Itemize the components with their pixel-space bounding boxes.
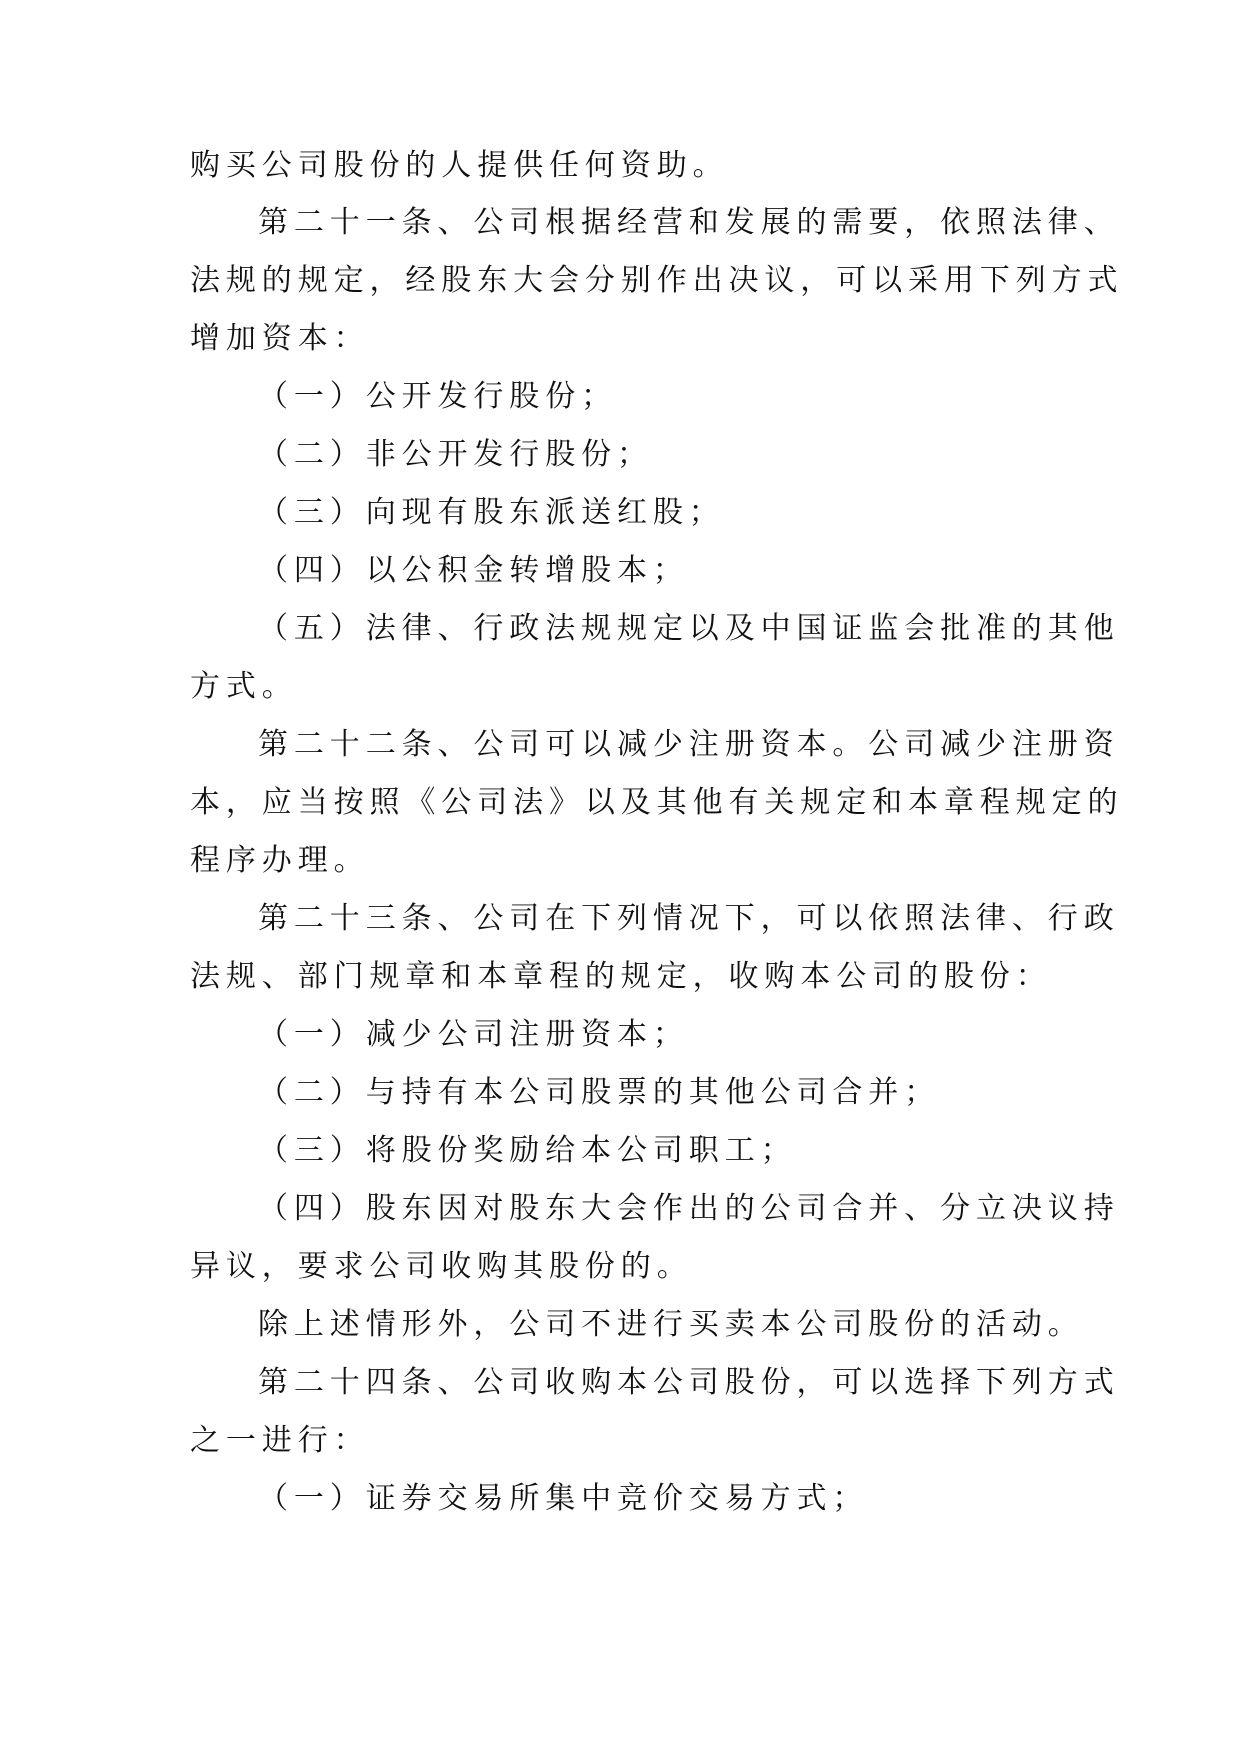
text-line: （一）公开发行股份； (258, 379, 617, 414)
text-line: 程序办理。 (190, 843, 370, 878)
text-line: （一）减少公司注册资本； (258, 1017, 689, 1052)
text-line: 异议，要求公司收购其股份的。 (190, 1249, 693, 1284)
text-line: （三）向现有股东派送红股； (258, 495, 725, 530)
text-line: 第二十二条、公司可以减少注册资本。公司减少注册资 (258, 727, 1120, 762)
text-line: 购买公司股份的人提供任何资助。 (190, 148, 729, 183)
text-line: （五）法律、行政法规规定以及中国证监会批准的其他 (258, 611, 1120, 646)
text-line: 第二十四条、公司收购本公司股份，可以选择下列方式 (258, 1365, 1120, 1400)
text-line: 除上述情形外，公司不进行买卖本公司股份的活动。 (258, 1307, 1084, 1342)
text-line: （三）将股份奖励给本公司职工； (258, 1133, 797, 1168)
text-line: 增加资本： (190, 321, 370, 356)
text-line: 第二十一条、公司根据经营和发展的需要，依照法律、 (258, 205, 1120, 240)
text-line: （二）非公开发行股份； (258, 437, 653, 472)
text-line: （四）以公积金转增股本； (258, 553, 689, 588)
text-line: 法规的规定，经股东大会分别作出决议，可以采用下列方式 (190, 263, 1124, 298)
text-line: 本，应当按照《公司法》以及其他有关规定和本章程规定的 (190, 785, 1124, 820)
text-line: 法规、部门规章和本章程的规定，收购本公司的股份： (190, 959, 1052, 994)
text-line: 之一进行： (190, 1423, 370, 1458)
text-line: 方式。 (190, 669, 298, 704)
text-line: 第二十三条、公司在下列情况下，可以依照法律、行政 (258, 901, 1120, 936)
text-line: （四）股东因对股东大会作出的公司合并、分立决议持 (258, 1191, 1120, 1226)
text-line: （一）证券交易所集中竞价交易方式； (258, 1481, 869, 1516)
text-line: （二）与持有本公司股票的其他公司合并； (258, 1075, 941, 1110)
